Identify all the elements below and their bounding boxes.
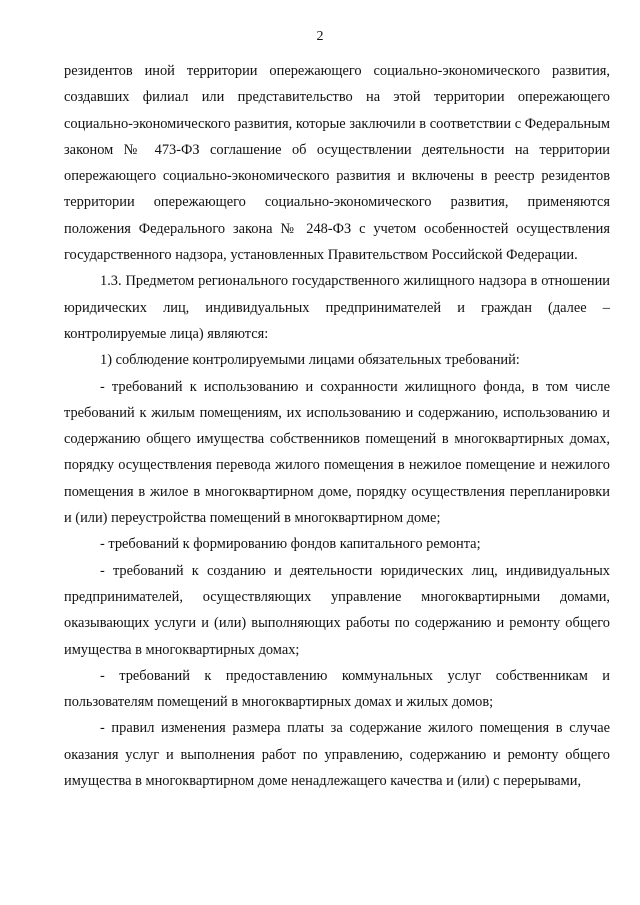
page-number: 2 — [316, 29, 324, 44]
paragraph-bullet-housing-fund: - требований к использованию и сохранности жилищного фонда, в том числе требований к жилым помещениям, их использованию и содержанию, использованию и содержанию общего имущества собственников помещений в многоквартирных домах, порядку осуществления перевода жилого помещения в нежилое помещение и нежилого помещения в жилое в многоквартирном доме, порядку осуществления перепланировки и (или) переустройства помещений в многоквартирном доме; — [64, 378, 610, 527]
document-body — [64, 58, 610, 794]
paragraph-bullet-capital-repair: - требований к формированию фондов капитального ремонта; — [100, 536, 481, 553]
paragraph-continuation: резидентов иной территории опережающего социально-экономического развития, создавших филиал или представительство на этой территории опережающего социально-экономического развития, которые заключили в соответствии с Федеральным законом № 473-ФЗ соглашение об осуществлении деятельности на территории опережающего социально-экономического развития и включены в реестр резидентов территории опережающего социально-экономического развития, применяются положения Федерального закона № 248-ФЗ с учетом особенностей осуществления государственного надзора, установленных Правительством Российской Федерации. — [64, 63, 610, 264]
paragraph-item-1: 1) соблюдение контролируемыми лицами обязательных требований: — [100, 352, 520, 369]
paragraph-bullet-utilities: - требований к предоставлению коммунальных услуг собственникам и пользователям помещений в многоквартирных домах и жилых домов; — [64, 667, 610, 711]
paragraph-bullet-management-entities: - требований к созданию и деятельности юридических лиц, индивидуальных предпринимателей, осуществляющих управление многоквартирными домами, оказывающих услуги и (или) выполняющих работы по содержанию и ремонту общего имущества в многоквартирных домах; — [64, 562, 610, 658]
paragraph-bullet-payment-rules: - правил изменения размера платы за содержание жилого помещения в случае оказания услуг и выполнения работ по управлению, содержанию и ремонту общего имущества в многоквартирном доме ненадлежащего качества и (или) с перерывами, — [64, 720, 610, 790]
paragraph-clause-1-3: 1.3. Предметом регионального государственного жилищного надзора в отношении юридических лиц, индивидуальных предпринимателей и граждан (далее – контролируемые лица) являются: — [64, 273, 610, 342]
